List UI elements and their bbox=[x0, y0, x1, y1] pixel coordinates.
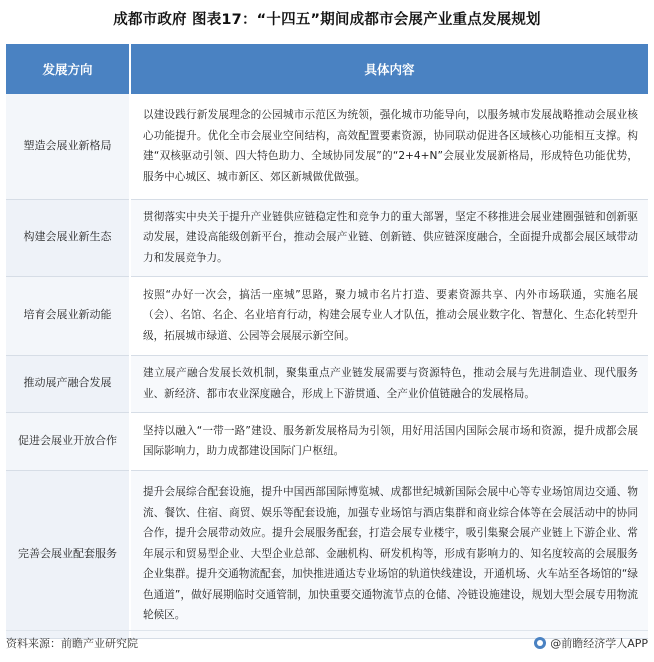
row-content: 贯彻落实中央关于提升产业链供应链稳定性和竞争力的重大部署，坚定不移推进会展业建圈强链和创新驱动发展，建设高能级创新平台，推动会展产业链、创新链、供应链深度融合，全面提升成都会展区域带动力和发展竞争力。 bbox=[130, 199, 648, 276]
planning-table bbox=[6, 44, 648, 639]
row-direction: 完善会展业配套服务 bbox=[6, 470, 130, 638]
row-direction: 培育会展业新动能 bbox=[6, 276, 130, 355]
row-content: 坚持以融入“一带一路”建设、服务新发展格局为引领，用好用活国内国际会展市场和资源，提升成都会展国际影响力，助力成都建设国际门户枢纽。 bbox=[130, 412, 648, 470]
row-direction: 推动展产融合发展 bbox=[6, 355, 130, 412]
table-row bbox=[6, 355, 648, 412]
row-content: 建立展产融合发展长效机制，聚集重点产业链发展需要与资源特色，推动会展与先进制造业、现代服务业、新经济、都市农业深度融合，形成上下游贯通、全产业价值链融合的发展格局。 bbox=[130, 355, 648, 412]
source-note: 资料来源：前瞻产业研究院 bbox=[6, 636, 138, 650]
figure-title: 成都市政府 图表17：“十四五”期间成都市会展产业重点发展规划 bbox=[113, 12, 541, 28]
table-row bbox=[6, 470, 648, 638]
table-row bbox=[6, 199, 648, 276]
table-row bbox=[6, 94, 648, 199]
row-content: 以建设践行新发展理念的公园城市示范区为统领，强化城市功能导向，以服务城市发展战略推动会展业核心功能提升。优化全市会展业空间结构，高效配置要素资源，协同联动促进各区域核心功能相互支撑。构建“双核驱动引领、四大特色助力、全域协同发展”的“2+4+N”会展业发展新格局，形成特色功能优势，服务中心城区、城市新区、郊区新城做优做强。 bbox=[130, 94, 648, 199]
header-content: 具体内容 bbox=[130, 44, 648, 94]
brand-label: @前瞻经济学人APP bbox=[550, 636, 648, 650]
footer bbox=[6, 630, 648, 654]
header-direction: 发展方向 bbox=[6, 44, 130, 94]
row-content: 提升会展综合配套设施，提升中国西部国际博览城、成都世纪城新国际会展中心等专业场馆周边交通、物流、餐饮、住宿、商贸、娱乐等配套设施，加强专业场馆与酒店集群和商业综合体等在会展活动中的协同合作，提升会展带动效应。提升会展服务配套，打造会展专业楼宇，吸引集聚会展产业链上下游企业、常年展示和贸易型企业、大型企业总部、金融机构、研发机构等，形成有影响力的、知名度较高的会展服务企业集群。提升交通物流配套，加快推进通达专业场馆的轨道快线建设，开通机场、火车站至各场馆的“绿色通道”，做好展期临时交通管制，加快重要交通物流节点的仓储、冷链设施建设，规划大型会展专用物流轮候区。 bbox=[130, 470, 648, 638]
row-direction: 促进会展业开放合作 bbox=[6, 412, 130, 470]
table-row bbox=[6, 412, 648, 470]
row-direction: 塑造会展业新格局 bbox=[6, 94, 130, 199]
table-header-row bbox=[6, 44, 648, 94]
brand-credit bbox=[534, 635, 648, 651]
table-row bbox=[6, 276, 648, 355]
row-direction: 构建会展业新生态 bbox=[6, 199, 130, 276]
brand-logo-icon bbox=[534, 637, 546, 649]
row-content: 按照“办好一次会，搞活一座城”思路，聚力城市名片打造、要素资源共享、内外市场联通，实施名展（会）、名馆、名企、名业培育行动，构建会展专业人才队伍，推动会展业数字化、智慧化、生态化转型升级，拓展城市绿道、公园等会展展示新空间。 bbox=[130, 276, 648, 355]
